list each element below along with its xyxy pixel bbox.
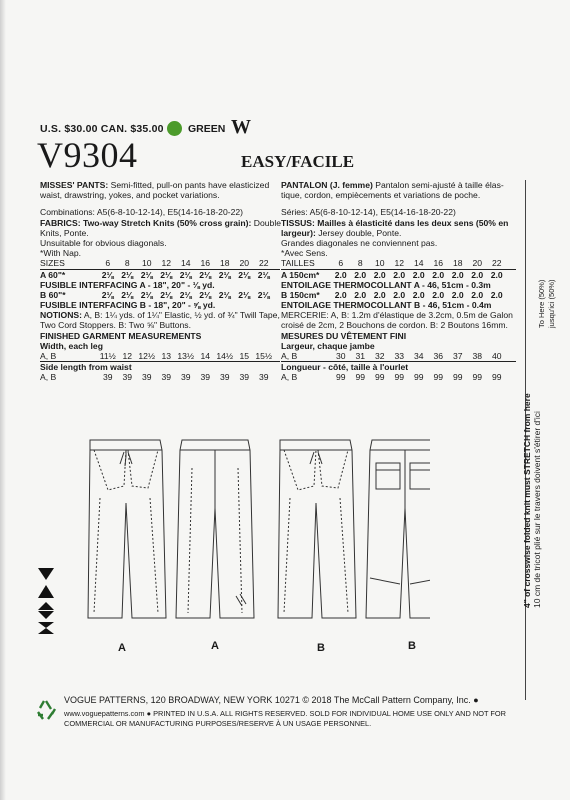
pants-b-front-drawing: [278, 440, 356, 618]
stretch-instruction-fr: 10 cm de tricot plié sur le travers doivent s'étirer d'ici: [532, 411, 542, 608]
metrage-b-cell: 2.0: [412, 289, 425, 300]
largeur-cell: 33: [394, 351, 405, 361]
size-label: SIZES: [40, 258, 65, 269]
longueur-cell: 99: [413, 372, 424, 383]
fabrics-text: Double: [253, 217, 282, 228]
yardage-b-cell: 2⅛: [179, 289, 192, 300]
english-column: MISSES' PANTS: Semi-fitted, pull-on pants have elasticized waist, drawstring, yokes, and pocket variations. Combinations: A5(6-8-10-12-14), E5(14-16-18-20-22) FABRICS: Two-way Stretch Knits (50% cross grain): Double Knits, Ponte. Unsuitable for obvious diagonals. *With Nap. SIZES 6 8 10 12 14 16 18 20 22 A 60"* 2⅛ 2⅛ 2⅛ 2⅛ 2⅛ 2⅛ 2⅛ 2⅛ 2⅛ FUSIBLE INTERFACING A - 18", 20" - ⅛ yd. B 60"* 2⅛ 2⅛ 2⅛ 2⅛ 2⅛ 2⅛ 2⅛ 2⅛ 2⅛ FUSIBLE INTERFACING B - 18", 20" - ⅝ yd. NOTIONS: A, B: 1¼ yds. of 1¼" Elastic, ½ yd. of ¾" Twill Tape, Two Cord Stoppers. B: Two ⅝" Buttons. FINISHED GARMENT MEASUREMENTS Width, each leg A, B 11½ 12 12½ 13 13½ 14 14½ 15 15½ Side length from waist A, B 39 39 39 39 39 39 39 39 39: [40, 180, 282, 383]
longueur-label: A, B: [281, 372, 298, 383]
size-cell: 12: [161, 258, 172, 269]
size-cell: 14: [180, 258, 191, 269]
taille-label: TAILLES: [281, 258, 315, 269]
fr-mesures: MESURES DU VÊTEMENT FINI: [281, 330, 407, 341]
metrage-b-cell: 2.0: [451, 289, 464, 300]
fr-series: Séries: A5(6-8-10-12-14), E5(14-16-18-20-22): [281, 207, 456, 218]
side-length-cell: 39: [141, 372, 152, 383]
yardage-b-cell: 2⅛: [121, 289, 134, 300]
metrage-a-cell: 2.0: [451, 269, 464, 280]
taille-cell: 18: [452, 258, 463, 269]
yardage-a-cell: 2⅛: [218, 269, 231, 280]
figure-label-b-back: B: [408, 640, 416, 652]
yardage-row-a: [40, 270, 280, 280]
yardage-b-cell: 2⅛: [199, 289, 212, 300]
fr-entoilage-b: ENTOILAGE THERMOCOLLANT B - 46, 51cm - 0.4m: [281, 300, 492, 311]
yardage-a-cell: 2⅛: [101, 269, 114, 280]
unsuitable-note: Unsuitable for obvious diagonals.: [40, 237, 167, 248]
yardage-a-cell: 2⅛: [160, 269, 173, 280]
taille-cell: 8: [357, 258, 363, 269]
side-length-cell: 39: [239, 372, 250, 383]
metrage-a-cell: 2.0: [354, 269, 367, 280]
recycle-icon: [34, 698, 58, 722]
side-length-cell: 39: [102, 372, 113, 383]
taille-cell: 10: [374, 258, 385, 269]
metrage-b-cell: 2.0: [334, 289, 347, 300]
side-length-cell: 39: [219, 372, 230, 383]
width-cell: 13½: [177, 351, 195, 361]
yardage-b-cell: 2⅛: [160, 289, 173, 300]
finished-heading: FINISHED GARMENT MEASUREMENTS: [40, 330, 202, 341]
largeur-cell: 38: [472, 351, 483, 361]
width-label: Width, each leg: [40, 340, 103, 351]
metrage-b-cell: 2.0: [471, 289, 484, 300]
width-label: A, B: [40, 351, 57, 361]
pants-a-front-drawing: [88, 440, 166, 618]
yardage-a-cell: 2⅛: [199, 269, 212, 280]
yardage-a-cell: 2⅛: [179, 269, 192, 280]
fr-description-2: tique, cordon, empiècements et variations de poche.: [281, 190, 481, 201]
pattern-code: V9304: [37, 135, 138, 175]
width-cell: 14: [200, 351, 211, 361]
figure-label-a-back: A: [211, 640, 219, 652]
down-triangle-icon: [38, 568, 54, 580]
fr-mercerie-2: croisé de 2cm, 2 Bouchons de cordon. B: 2 Boutons 16mm.: [281, 320, 508, 331]
fr-tissus: TISSUS: Mailles à élasticité dans les deux sens (50% en: [281, 217, 509, 228]
side-length-cell: 39: [161, 372, 172, 383]
width-cell: 12½: [138, 351, 156, 361]
largeur-cell: 34: [413, 351, 424, 361]
side-length-cell: 39: [180, 372, 191, 383]
metrage-a-cell: 2.0: [412, 269, 425, 280]
fr-largeur-label: Largeur, chaque jambe: [281, 340, 375, 351]
fr-yardage-row-b: [281, 290, 516, 300]
metrage-b-cell: 2.0: [432, 289, 445, 300]
fabrics-text-2: Knits, Ponte.: [40, 227, 89, 238]
width-cell: 12: [122, 351, 133, 361]
size-cell: 20: [239, 258, 250, 269]
stretch-instruction-en: 4" of crosswise folded knit must STRETCH from here: [522, 393, 532, 608]
longueur-cell: 99: [452, 372, 463, 383]
size-cell: 10: [141, 258, 152, 269]
technical-drawings: [70, 428, 430, 628]
side-length-label: Side length from waist: [40, 362, 132, 373]
largeur-cell: 31: [355, 351, 366, 361]
yardage-a-cell: 2⅛: [140, 269, 153, 280]
metrage-a-cell: 2.0: [490, 269, 503, 280]
largeur-cell: 30: [335, 351, 346, 361]
fr-tissus-2: largeur):: [281, 227, 316, 238]
description-2: waist, drawstring, yokes, and pocket variations.: [40, 190, 220, 201]
price-label: U.S. $30.00 CAN. $35.00: [40, 123, 164, 135]
fr-description: Pantalon semi-ajusté à taille élas-: [375, 180, 504, 190]
figure-label-b-front: B: [317, 642, 325, 654]
yardage-b-cell: 2⅛: [257, 289, 270, 300]
width-cell: 15: [239, 351, 250, 361]
yardage-b-cell: 2⅛: [140, 289, 153, 300]
pants-a-back-drawing: [176, 440, 254, 618]
yardage-b-label: B 60"*: [40, 289, 66, 300]
title: MISSES' PANTS:: [40, 180, 109, 190]
side-length-label: A, B: [40, 372, 57, 383]
fr-largeur-row: [281, 351, 516, 362]
taille-cell: 16: [433, 258, 444, 269]
width-cell: 13: [161, 351, 172, 361]
yardage-b-cell: 2⅛: [218, 289, 231, 300]
size-cell: 22: [258, 258, 269, 269]
to-here-label: To Here (50%): [537, 279, 546, 328]
size-cell: 8: [124, 258, 130, 269]
notions-2: Two Cord Stoppers. B: Two ⅝" Buttons.: [40, 320, 191, 331]
paper-edge: [0, 0, 6, 800]
yardage-row-b: [40, 290, 280, 300]
longueur-cell: 99: [491, 372, 502, 383]
jusquici-label: jusqu'ici (50%): [547, 279, 556, 328]
yardage-a-cell: 2⅛: [257, 269, 270, 280]
metrage-b-cell: 2.0: [373, 289, 386, 300]
yardage-b-cell: 2⅛: [101, 289, 114, 300]
notions-1: A, B: 1¼ yds. of 1¼" Elastic, ½ yd. of ¾" Twill Tape,: [82, 310, 280, 321]
width-cell: 15½: [255, 351, 273, 361]
longueur-cell: 99: [374, 372, 385, 383]
print-symbols: [36, 566, 56, 641]
width-cell: 14½: [216, 351, 234, 361]
description: Semi-fitted, pull-on pants have elasticized: [110, 180, 270, 190]
size-letter: W: [231, 116, 251, 138]
fr-title: PANTALON (J. femme): [281, 180, 373, 190]
largeur-cell: 40: [491, 351, 502, 361]
metrage-a-cell: 2.0: [393, 269, 406, 280]
taille-cell: 12: [394, 258, 405, 269]
metrage-a-cell: 2.0: [432, 269, 445, 280]
metrage-a-cell: 2.0: [373, 269, 386, 280]
side-length-cell: 39: [200, 372, 211, 383]
fr-diagonales: Grandes diagonales ne conviennent pas.: [281, 237, 438, 248]
french-column: [281, 180, 516, 383]
size-cell: 16: [200, 258, 211, 269]
sizes-row: [40, 258, 280, 269]
fr-mercerie-1: MERCERIE: A, B: 1.2m d'élastique de 3.2cm, 0.5m de Galon: [281, 310, 513, 321]
taille-cell: 14: [413, 258, 424, 269]
width-row: [40, 351, 280, 362]
footer-line-1: VOGUE PATTERNS, 120 BROADWAY, NEW YORK 10271 © 2018 The McCall Pattern Company, Inc. ●: [64, 695, 479, 705]
largeur-cell: 37: [452, 351, 463, 361]
yardage-a-cell: 2⅛: [121, 269, 134, 280]
side-length-cell: 39: [122, 372, 133, 383]
difficulty-label: EASY/FACILE: [241, 152, 355, 171]
fr-longueur-label: Longueur - côté, taille à l'ourlet: [281, 362, 409, 373]
side-length-row: [40, 372, 280, 382]
largeur-label: A, B: [281, 351, 298, 361]
yardage-a-label: A 60"*: [40, 269, 66, 280]
metrage-b-cell: 2.0: [354, 289, 367, 300]
longueur-cell: 99: [335, 372, 346, 383]
fr-sizes-row: [281, 258, 516, 269]
footer-line-2: www.voguepatterns.com ● PRINTED IN U.S.A. ALL RIGHTS RESERVED. SOLD FOR INDIVIDUAL HOME USE ONLY AND NOT FOR: [64, 709, 506, 718]
taille-cell: 22: [491, 258, 502, 269]
green-color-dot: [167, 121, 182, 136]
metrage-b-label: B 150cm*: [281, 289, 320, 300]
fr-avec-sens: *Avec Sens.: [281, 248, 328, 259]
taille-cell: 6: [338, 258, 344, 269]
nap-note: *With Nap.: [40, 248, 82, 259]
width-cell: 11½: [99, 351, 116, 361]
longueur-cell: 99: [472, 372, 483, 383]
metrage-b-cell: 2.0: [393, 289, 406, 300]
up-triangle-icon: [38, 585, 54, 598]
double-triangle-icon: [38, 602, 54, 619]
combinations: Combinations: A5(6-8-10-12-14), E5(14-16-18-20-22): [40, 207, 244, 218]
fabrics-heading: FABRICS: Two-way Stretch Knits (50% cross grain):: [40, 217, 252, 228]
taille-cell: 20: [472, 258, 483, 269]
metrage-a-cell: 2.0: [334, 269, 347, 280]
metrage-a-label: A 150cm*: [281, 269, 320, 280]
fr-yardage-row-a: [281, 270, 516, 280]
footer-line-3: COMMERCIAL OR MANUFACTURING PURPOSES/RESERVE À UN USAGE PERSONNEL.: [64, 719, 372, 728]
fr-longueur-row: [281, 372, 516, 382]
fr-entoilage-a: ENTOILAGE THERMOCOLLANT A - 46, 51cm - 0.3m: [281, 279, 491, 290]
color-label: GREEN: [188, 123, 226, 135]
pants-b-back-drawing: [366, 440, 430, 618]
largeur-cell: 36: [433, 351, 444, 361]
longueur-cell: 99: [433, 372, 444, 383]
longueur-cell: 99: [394, 372, 405, 383]
fr-tissus-2-text: Jersey double, Ponte.: [318, 227, 402, 238]
longueur-cell: 99: [355, 372, 366, 383]
yardage-a-cell: 2⅛: [238, 269, 251, 280]
metrage-b-cell: 2.0: [490, 289, 503, 300]
metrage-a-cell: 2.0: [471, 269, 484, 280]
interfacing-b: FUSIBLE INTERFACING B - 18", 20" - ⅝ yd.: [40, 300, 216, 311]
side-length-cell: 39: [258, 372, 269, 383]
size-cell: 18: [219, 258, 230, 269]
size-cell: 6: [105, 258, 111, 269]
bowtie-icon: [38, 622, 54, 634]
interfacing-a: FUSIBLE INTERFACING A - 18", 20" - ⅛ yd.: [40, 279, 215, 290]
figure-label-a-front: A: [118, 642, 126, 654]
yardage-b-cell: 2⅛: [238, 289, 251, 300]
largeur-cell: 32: [374, 351, 385, 361]
